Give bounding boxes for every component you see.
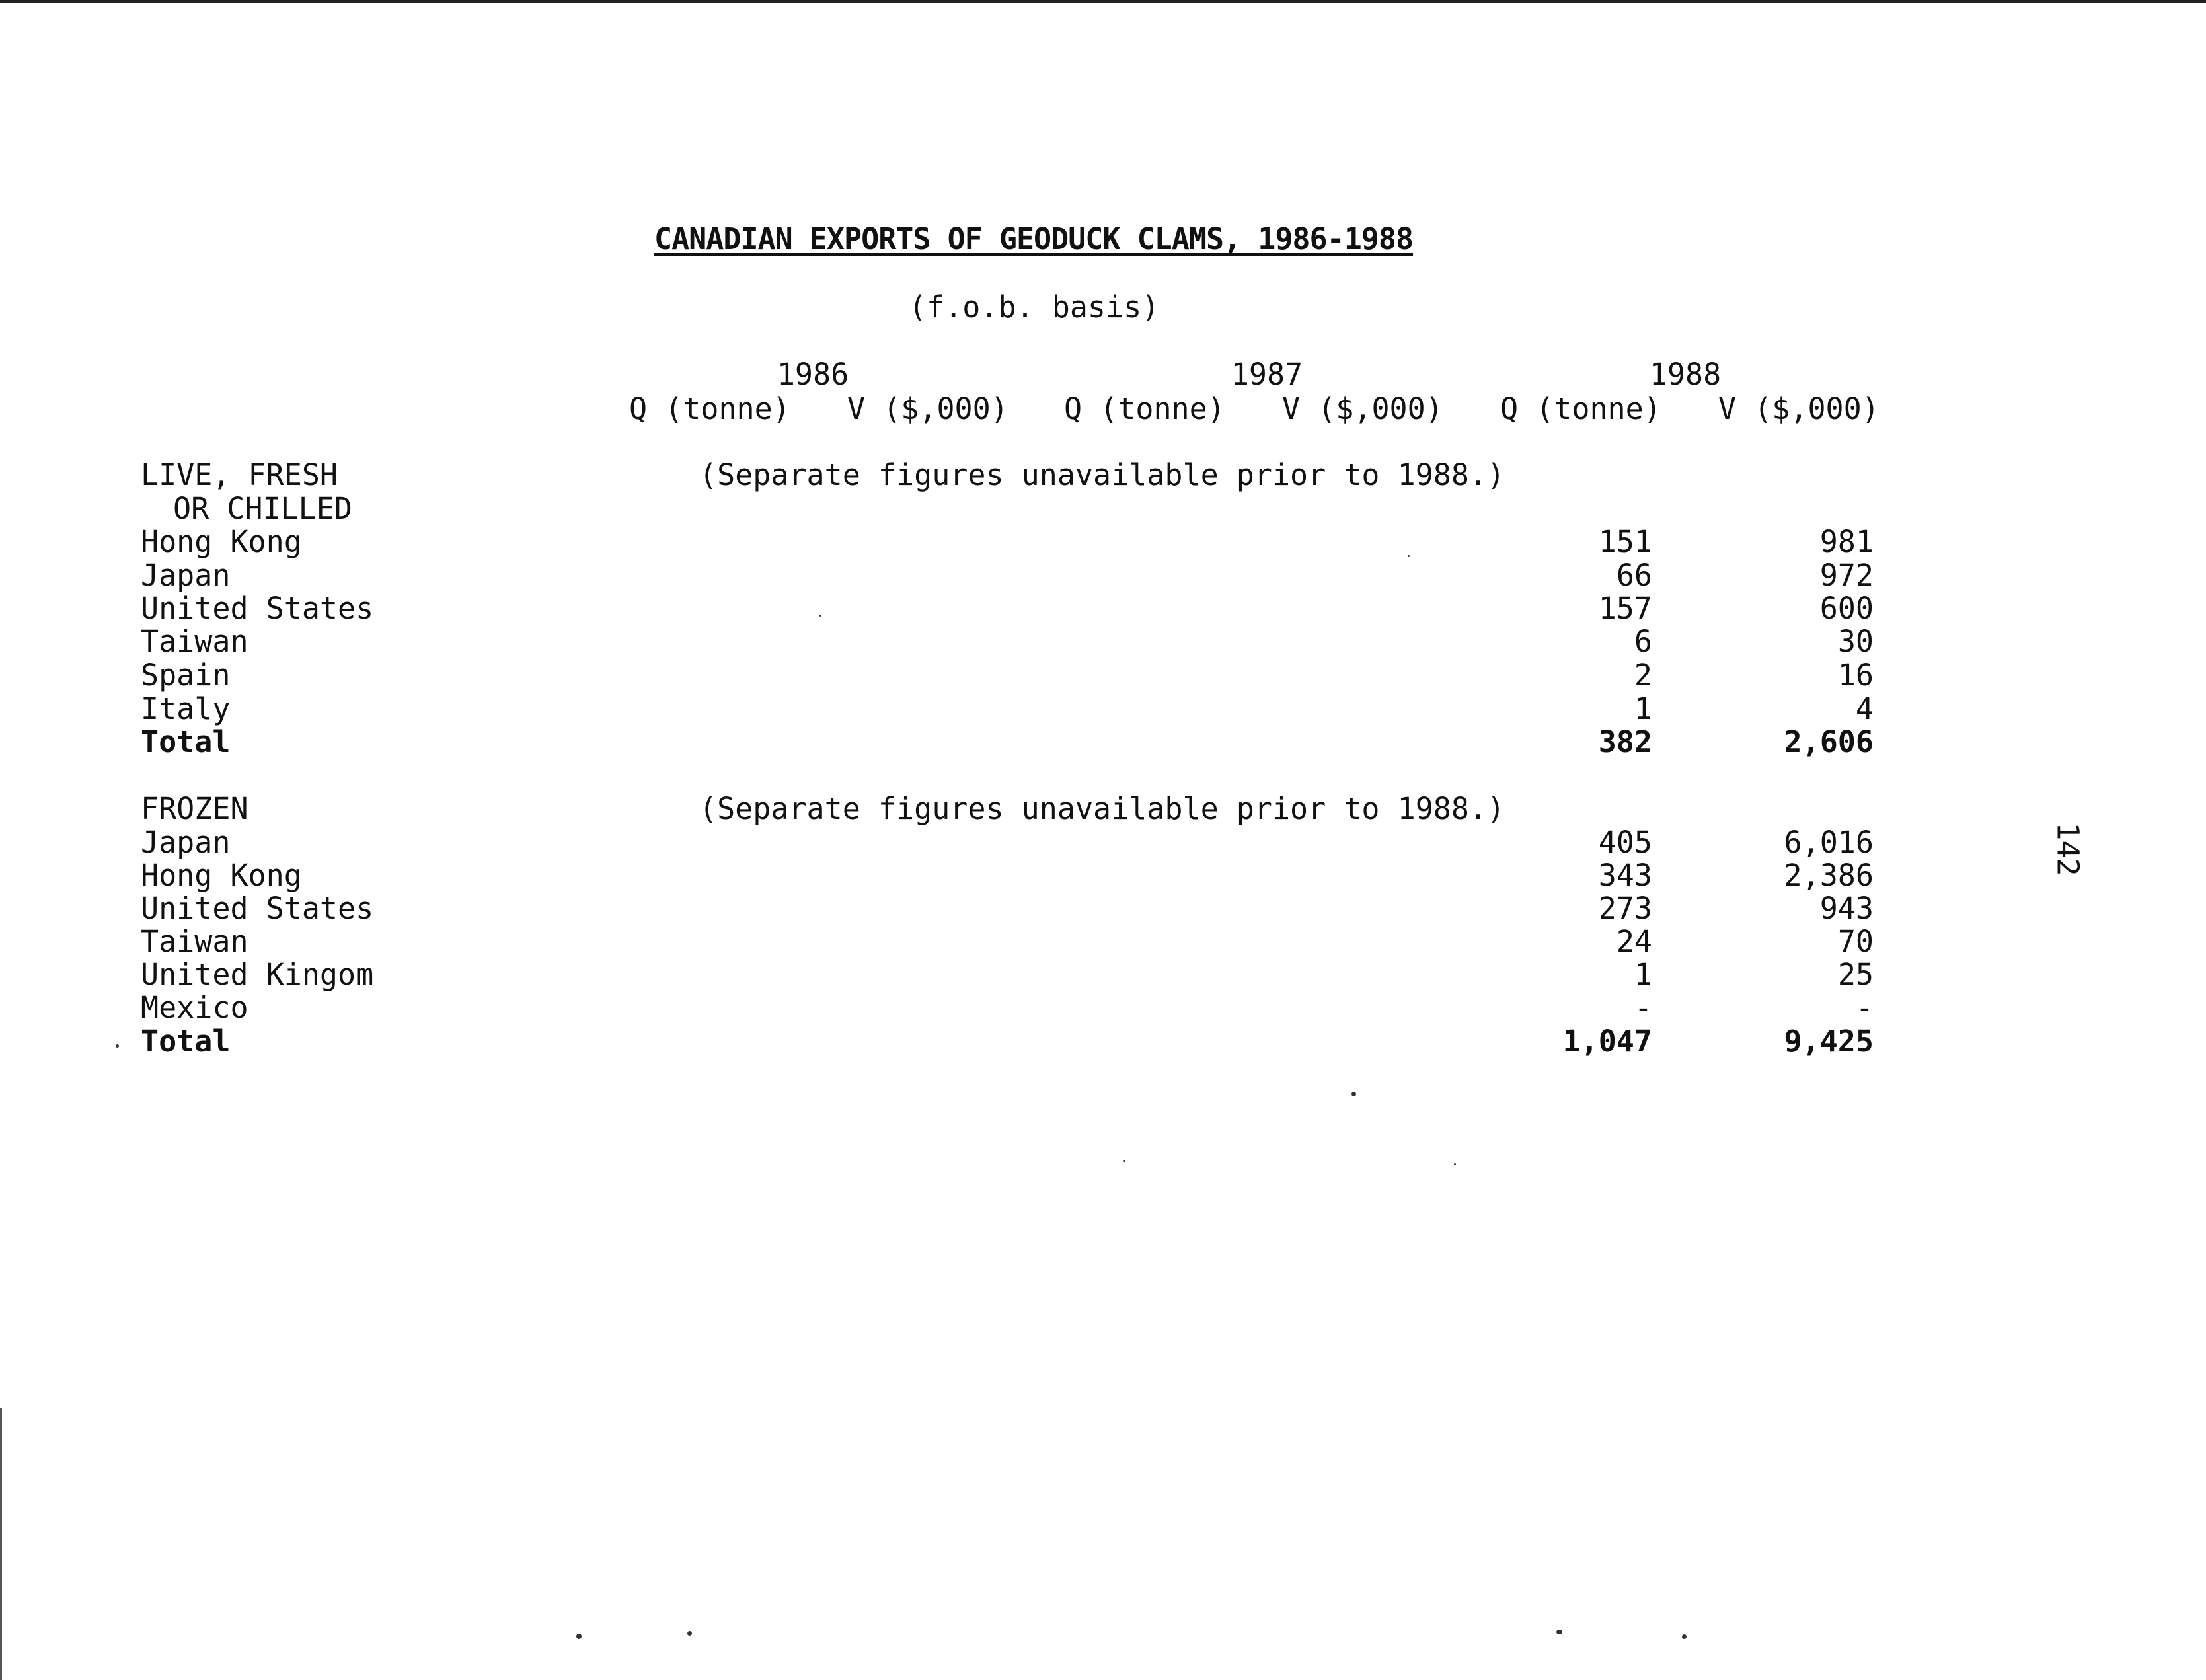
q-1988-cell: 1 [1634,691,1652,726]
left-edge-rule [0,1408,2,1680]
country-cell: United States [141,591,374,626]
q-1988-cell: 151 [1598,524,1652,559]
v-1988-cell: 981 [1819,524,1874,559]
country-cell: United States [141,891,374,926]
country-cell: Hong Kong [141,858,302,893]
v-1988-cell: 2,386 [1784,858,1874,893]
country-cell: Japan [141,558,231,593]
v-1988-cell: 6,016 [1784,825,1874,860]
v-1988-cell: - [1855,990,1874,1025]
document-title: CANADIAN EXPORTS OF GEODUCK CLAMS, 1986-1988 [654,221,1414,256]
q-1988-cell: 1,047 [1562,1024,1652,1059]
scan-speck [1123,1160,1125,1162]
scan-speck [819,615,821,617]
v-1988-cell: 9,425 [1784,1024,1874,1059]
country-cell: United Kingom [141,957,374,992]
q-1988-cell: 24 [1616,924,1652,959]
col-header-v-1986: V ($,000) [847,391,1008,426]
scan-speck [1351,1092,1356,1096]
q-1988-cell: 66 [1616,558,1652,593]
year-header-1988: 1988 [1649,357,1722,392]
country-cell: Total [141,724,231,759]
scan-speck [1454,1163,1456,1165]
section-heading-continued: OR CHILLED [173,491,352,526]
col-header-q-1986: Q (tonne) [629,391,790,426]
v-1988-cell: 943 [1819,891,1874,926]
page-number: 142 [2050,822,2086,876]
q-1988-cell: 1 [1634,957,1652,992]
year-header-1987: 1987 [1231,357,1303,392]
q-1988-cell: 2 [1634,658,1652,693]
q-1988-cell: 273 [1598,891,1652,926]
section-heading: LIVE, FRESH [141,457,338,492]
v-1988-cell: 30 [1837,624,1874,659]
q-1988-cell: 343 [1598,858,1652,893]
scan-speck [1408,555,1410,557]
scan-speck [116,1044,119,1048]
col-header-v-1987: V ($,000) [1282,391,1443,426]
q-1988-cell: 405 [1598,825,1652,860]
section-note: (Separate figures unavailable prior to 1988.) [699,457,1505,492]
top-edge-rule [0,0,2206,3]
v-1988-cell: 972 [1819,558,1874,593]
v-1988-cell: 25 [1837,957,1874,992]
q-1988-cell: 157 [1598,591,1652,626]
country-cell: Taiwan [141,924,248,959]
country-cell: Taiwan [141,624,248,659]
country-cell: Spain [141,658,231,693]
col-header-v-1988: V ($,000) [1718,391,1880,426]
year-header-1986: 1986 [777,357,849,392]
section-note: (Separate figures unavailable prior to 1988.) [699,791,1505,826]
country-cell: Italy [141,691,231,726]
q-1988-cell: 6 [1634,624,1652,659]
scan-speck [576,1634,582,1639]
section-heading: FROZEN [141,791,248,826]
q-1988-cell: - [1634,990,1652,1025]
q-1988-cell: 382 [1598,724,1652,759]
scan-speck [1682,1634,1687,1639]
country-cell: Japan [141,825,231,860]
document-subtitle: (f.o.b. basis) [909,289,1160,325]
v-1988-cell: 16 [1837,658,1874,693]
v-1988-cell: 600 [1819,591,1874,626]
v-1988-cell: 70 [1837,924,1874,959]
scan-speck [687,1631,692,1636]
col-header-q-1987: Q (tonne) [1064,391,1225,426]
v-1988-cell: 2,606 [1784,724,1874,759]
country-cell: Total [141,1024,231,1059]
col-header-q-1988: Q (tonne) [1500,391,1661,426]
country-cell: Mexico [141,990,248,1025]
country-cell: Hong Kong [141,524,302,559]
v-1988-cell: 4 [1855,691,1874,726]
scan-speck [1556,1630,1562,1634]
